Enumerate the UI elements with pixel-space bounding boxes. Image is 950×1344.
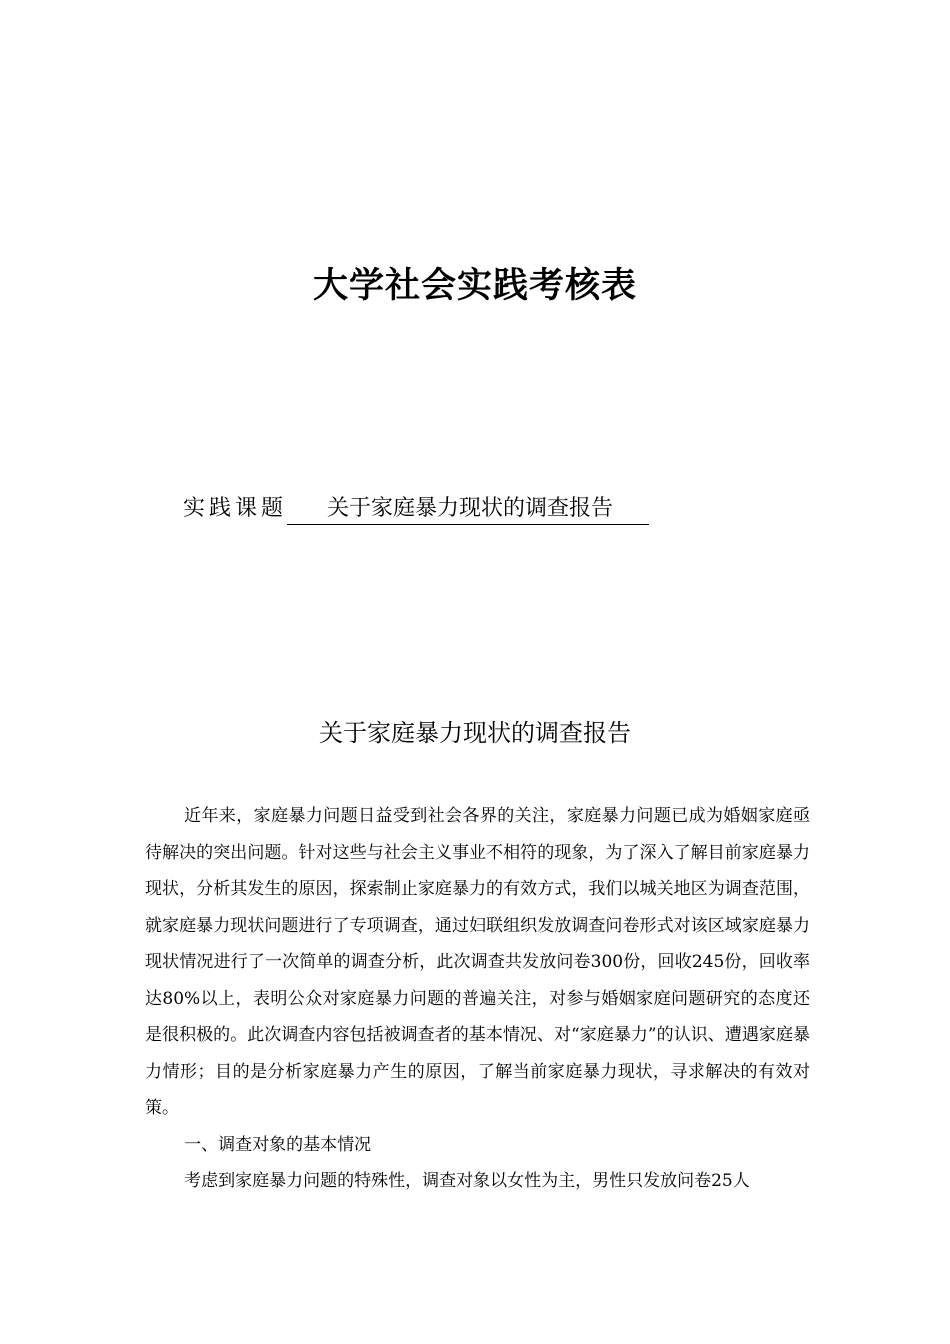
topic-label: 实践课题 — [183, 496, 288, 521]
report-body — [145, 798, 810, 1200]
intro-paragraph: 近年来，家庭暴力问题日益受到社会各界的关注，家庭暴力问题已成为婚姻家庭亟待解决的突出问题。针对这些与社会主义事业不相符的现象，为了深入了解目前家庭暴力现状，分析其发生的原因，探索制止家庭暴力的有效方式，我们以城关地区为调查范围，就家庭暴力现状问题进行了专项调查，通过妇联组织发放调查问卷形式对该区域家庭暴力现状情况进行了一次简单的调查分析，此次调查共发放问卷300份，回收245份，回收率达80%以上，表明公众对家庭暴力问题的普遍关注，对参与婚姻家庭问题研究的态度还是很积极的。此次调查内容包括被调查者的基本情况、对“家庭暴力”的认识、遭遇家庭暴力情形；目的是分析家庭暴力产生的原因，了解当前家庭暴力现状，寻求解决的有效对策。 — [145, 806, 810, 1118]
topic-value: 关于家庭暴力现状的调查报告 — [287, 494, 649, 525]
main-title: 大学社会实践考核表 — [312, 266, 637, 306]
topic-line — [183, 491, 743, 527]
report-title: 关于家庭暴力现状的调查报告 — [319, 719, 631, 747]
section-heading: 一、调查对象的基本情况 — [184, 1134, 372, 1155]
section-paragraph: 考虑到家庭暴力问题的特殊性，调查对象以女性为主，男性只发放问卷25人 — [184, 1171, 750, 1191]
